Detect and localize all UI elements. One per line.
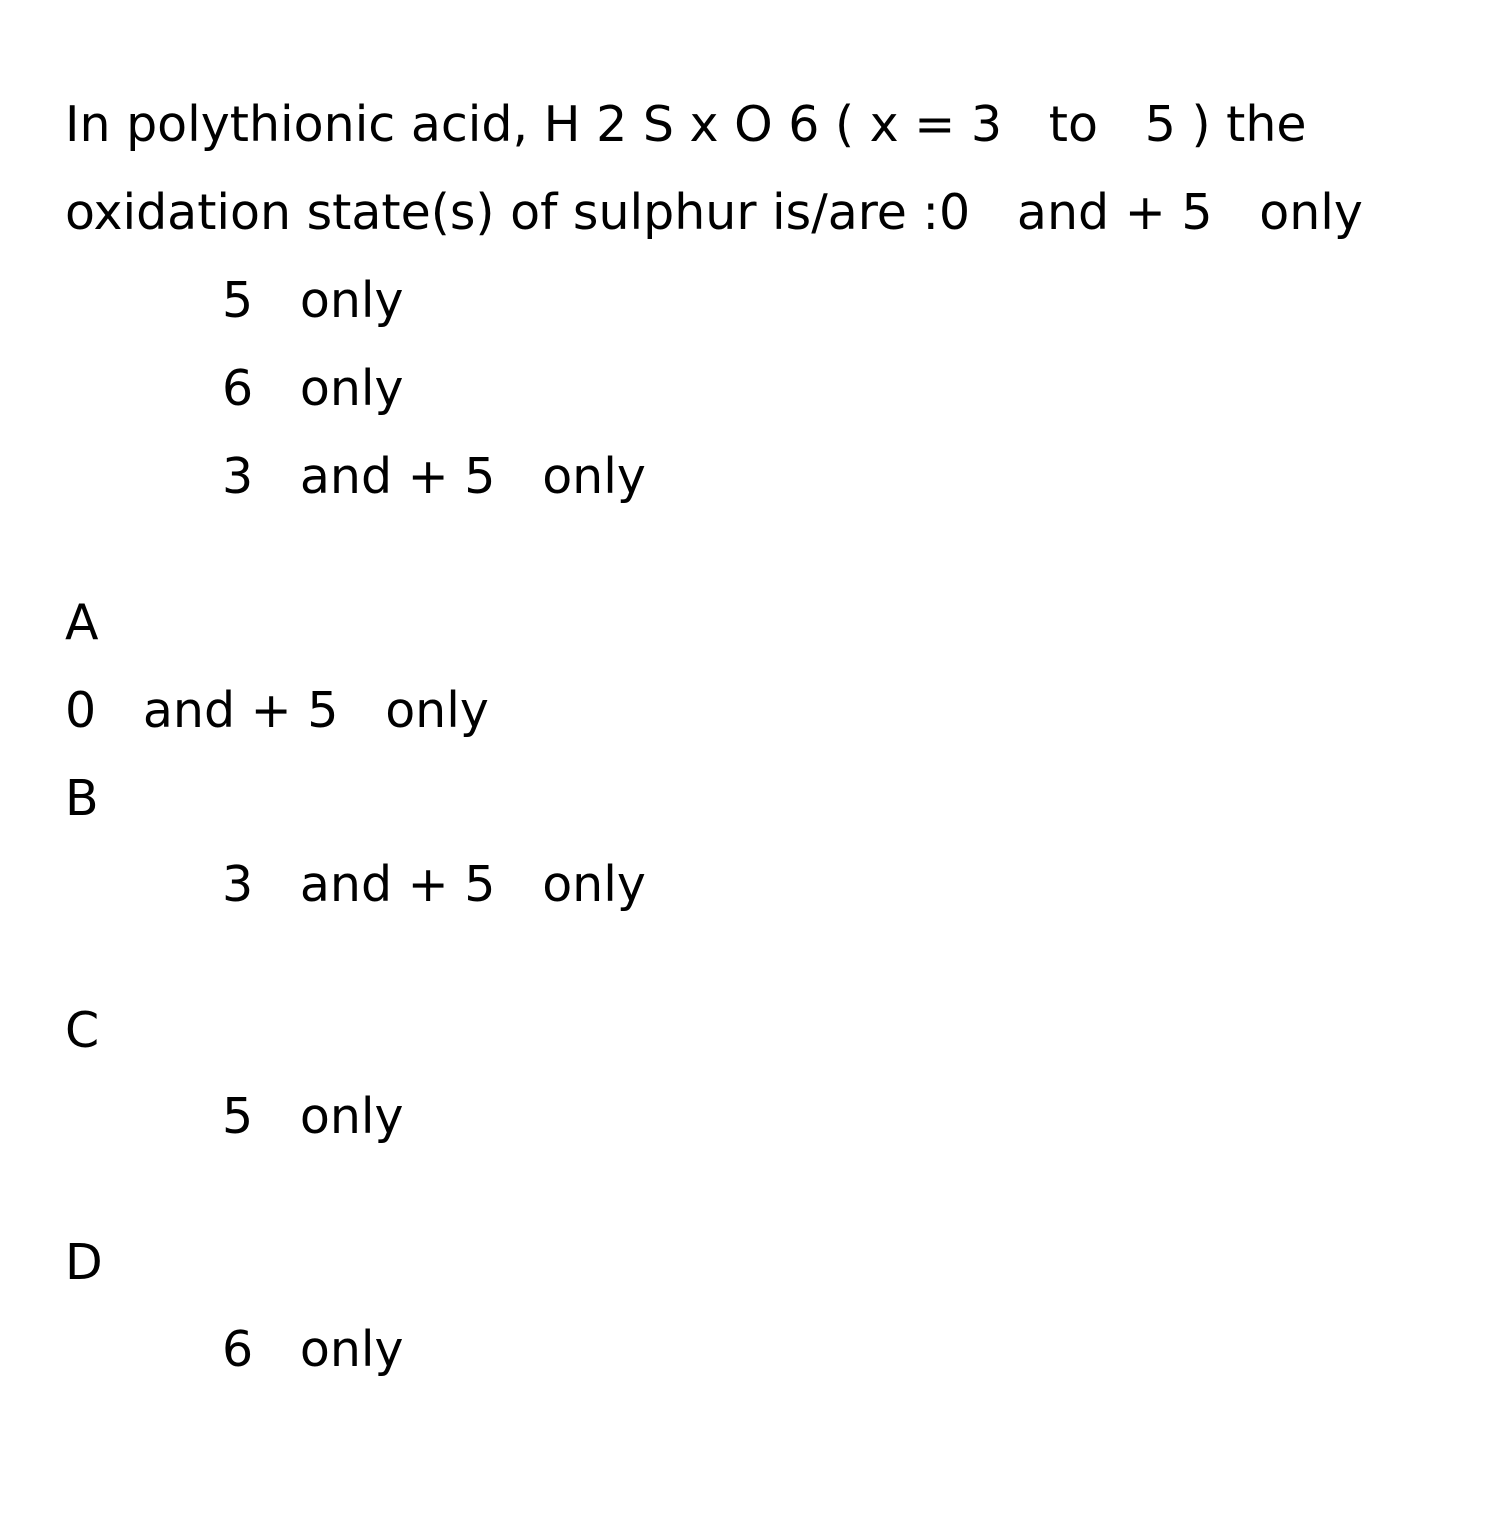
question-text-line-2: oxidation state(s) of sulphur is/are :0 and + 5 only bbox=[65, 184, 1363, 241]
option-text: 3 and + 5 only bbox=[222, 856, 646, 913]
option-text: 6 only bbox=[222, 1321, 404, 1378]
option-letter: B bbox=[65, 770, 99, 827]
question-text-line-1: In polythionic acid, H 2 S x O 6 ( x = 3 to 5 ) the bbox=[65, 96, 1307, 153]
option-text: 5 only bbox=[222, 1088, 404, 1145]
option-letter: D bbox=[65, 1234, 103, 1291]
inline-choice-1: 5 only bbox=[222, 272, 404, 329]
option-letter: C bbox=[65, 1002, 100, 1059]
option-text: 0 and + 5 only bbox=[65, 682, 489, 739]
inline-choice-3: 3 and + 5 only bbox=[222, 448, 646, 505]
inline-choice-2: 6 only bbox=[222, 360, 404, 417]
option-letter: A bbox=[65, 594, 99, 651]
